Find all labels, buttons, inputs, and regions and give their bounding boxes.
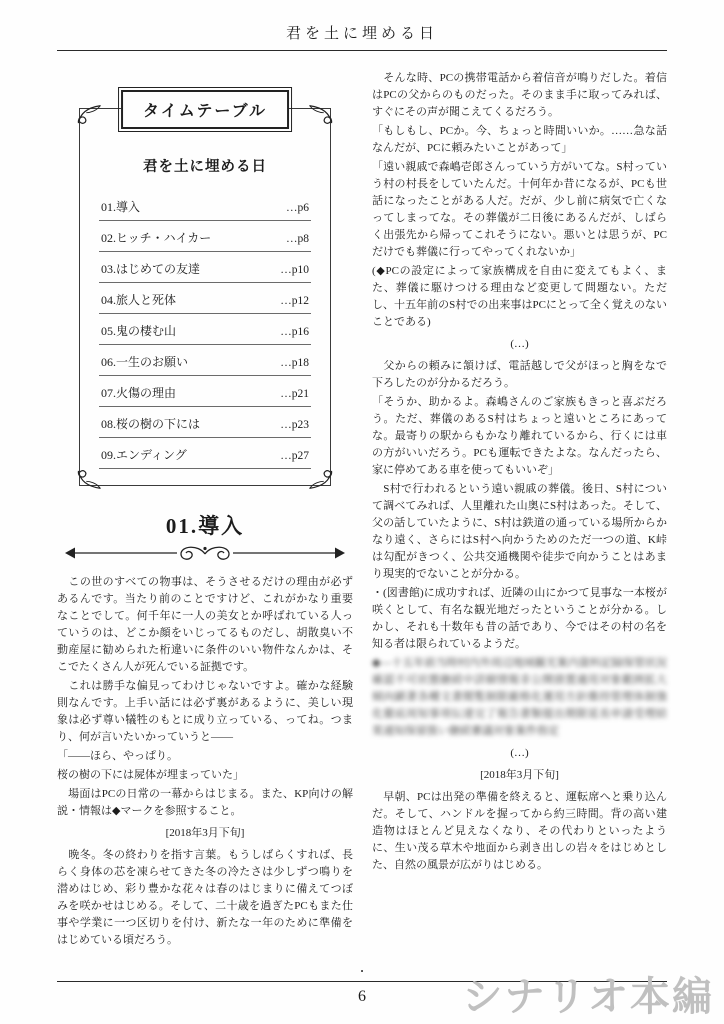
skill-note: ・(図書館)に成功すれば、近隣の山にかつて見事な一本桜が咲くとして、有名な観光地だったということが分かる。しかし、それも十数年も昔の話であり、今ではその村の名を知る者は限られているようだ。 (372, 587, 667, 650)
date-line: [2018年3月下旬] (480, 769, 559, 781)
corner-flourish-icon (309, 464, 335, 490)
timetable-banner: タイムテーブル (121, 90, 289, 129)
toc-entry-label: 01.導入 (101, 200, 141, 214)
divider-ornament-icon (65, 542, 345, 564)
toc-entry-label: 05.鬼の棲む山 (101, 324, 177, 338)
header-rule (57, 50, 667, 51)
right-column (372, 70, 667, 874)
quote-line: 桜の樹の下には屍体が埋まっていた」 (57, 769, 244, 781)
toc-entry-label: 09.エンディング (101, 448, 187, 462)
toc-entry (99, 345, 311, 376)
toc-entry-page: …p6 (286, 202, 309, 214)
toc-entry (99, 190, 311, 221)
quote-line: 「そうか、助かるよ。森嶋さんのご家族もきっと喜ぶだろう。ただ、葬儀のあるS村はちょっと遠いところにあってな。最寄りの駅からもかなり離れているから、行くには車の方がいいだろう。PCも運転できたよな。なんだったら、家に停めてある車を使ってもいいぞ」 (372, 396, 667, 476)
quote-line: 「遠い親戚で森嶋壱郎さんっていう方がいてな。S村っていう村の村長をしていたんだ。十何年か昔になるが、PCも世話になったことがある人だ。だが、少し前に病気で亡くなってしまってな。その葬儀が二日後にあるんだが、しばらく出張先から帰ってこれそうにない。悪いとは思うが、PCだけでも葬儀に行ってやってくれないか」 (372, 161, 667, 258)
body-paragraph: 場面はPCの日常の一幕からはじまる。また、KP向けの解説・情報は◆マークを参照すること。 (57, 788, 353, 817)
toc-entry-page: …p18 (280, 357, 309, 369)
toc-entry-page: …p23 (280, 419, 309, 431)
toc-entry-page: …p16 (280, 326, 309, 338)
censored-block: ◆―十五年前当時村内外周辺地域観光案内資料記録保管状況確認不可状態継続中詳細情報非公開措置適用対象範囲拡大傾向顕著各種文書閲覧制限厳格化運用方針維持管理体制強化徹底周知事項伝達完了報告書類提出期限延長申請受理結果通知保留扱い継続審議対象案件指定 (372, 657, 667, 737)
chapter-watermark: シナリオ本編 (462, 974, 714, 1019)
toc-entry-label: 08.桜の樹の下には (101, 417, 201, 431)
toc-entry-label: 03.はじめての友達 (101, 262, 201, 276)
page-number: 6 (358, 988, 366, 1005)
toc-entry (99, 252, 311, 283)
toc-entry (99, 314, 311, 345)
toc-entry-page: …p12 (280, 295, 309, 307)
footer-ornament: • (360, 967, 364, 976)
toc-entry-page: …p8 (286, 233, 309, 245)
body-paragraph: これは勝手な偏見ってわけじゃないですよ。確かな経験則なんです。上手い話には必ず裏があるように、美しい現象は必ず尊い犠牲のもとに成り立っている、ってね。つまり、何が言いたいかっていうと―― (57, 680, 353, 743)
body-paragraph: S村で行われるという遠い親戚の葬儀。後日、S村について調べてみれば、人里離れた山奥にS村はあった。そして、父の話していたように、S村は鉄道の通っている場所からかなり遠く、さらにはS村へ向かうためのただ一つの道、K峠は勾配がきつく、公共交通機関や徒歩で向かうことはあまり現実的でないことが分かる。 (372, 483, 667, 580)
toc-entry-label: 07.火傷の理由 (101, 386, 177, 400)
page-title: 君を土に埋める日 (285, 26, 438, 42)
corner-flourish-icon (309, 104, 335, 130)
toc-entry (99, 407, 311, 438)
toc-entry (99, 283, 311, 314)
toc-entry (99, 376, 311, 407)
section-heading: 01.導入 (165, 514, 245, 538)
kp-note: (◆PCの設定によって家族構成を自由に変えてもよく、また、葬儀に駆けつける理由など変更して問題ない。ただし、十五年前のS村での出来事はPCにとって全く覚えのないことである) (372, 265, 667, 328)
corner-flourish-icon (75, 104, 101, 130)
toc-entry-page: …p21 (280, 388, 309, 400)
timetable-box (79, 103, 331, 486)
toc-entry-page: …p27 (280, 450, 309, 462)
toc-entry (99, 438, 311, 469)
corner-flourish-icon (75, 464, 101, 490)
quote-line: 「もしもし、PCか。今、ちょっと時間いいか。……急な話なんだが、PCに頼みたいことがあって」 (372, 125, 667, 154)
left-column (57, 62, 353, 949)
body-paragraph: そんな時、PCの携帯電話から着信音が鳴りだした。着信はPCの父からのものだった。そのまま手に取ってみれば、すぐにその声が聞こえてくるだろう。 (372, 72, 667, 118)
toc-entry-label: 06.一生のお願い (101, 355, 189, 369)
date-line: [2018年3月下旬] (165, 827, 245, 839)
body-paragraph: 晩冬。冬の終わりを指す言葉。もうしばらくすれば、長らく身体の芯を凍らせてきた冬の冷たさは少しずつ鳴りを潜めはじめ、彩り豊かな花々は春のはじまりに備えてつぼみを咲かせはじめる。そして、二十歳を過ぎたPCもまた仕事や学業に一つ区切りを付け、新たな一年のために準備をはじめている頃だろう。 (57, 849, 353, 946)
toc-entry-label: 02.ヒッチ・ハイカー (101, 231, 212, 245)
body-paragraph: 早朝、PCは出発の準備を終えると、運転席へと乗り込んだ。そして、ハンドルを握ってから約三時間。背の高い建造物はほとんど見えなくなり、その代わりといったように、生い茂る草木や地面から剥き出しの岩々をはじめとした、自然の風景が広がりはじめる。 (372, 791, 667, 871)
body-paragraph: この世のすべての物事は、そうさせるだけの理由が必ずあるんです。当たり前のことですけど、これがかなり重要なことでして。何千年に一人の美女とか呼ばれている人っていうのは、どこか顔をいじってるものだし、胡散臭い不動産屋に勧められた桁違いに条件のいい物件なんかは、そこでたくさん人が死んでいる証拠です。 (57, 576, 353, 673)
toc-entry-page: …p10 (280, 264, 309, 276)
ellipsis-line: (…) (510, 747, 529, 759)
timetable-title: 君を土に埋める日 (143, 159, 267, 175)
ellipsis-line: (…) (510, 338, 529, 350)
toc-entry-label: 04.旅人と死体 (101, 293, 177, 307)
quote-line: 「――ほら、やっぱり。 (57, 750, 178, 762)
toc-entry (99, 221, 311, 252)
table-of-contents (99, 190, 311, 469)
body-paragraph: 父からの頼みに頷けば、電話越しで父がほっと胸をなで下ろしたのが分かるだろう。 (372, 360, 667, 389)
